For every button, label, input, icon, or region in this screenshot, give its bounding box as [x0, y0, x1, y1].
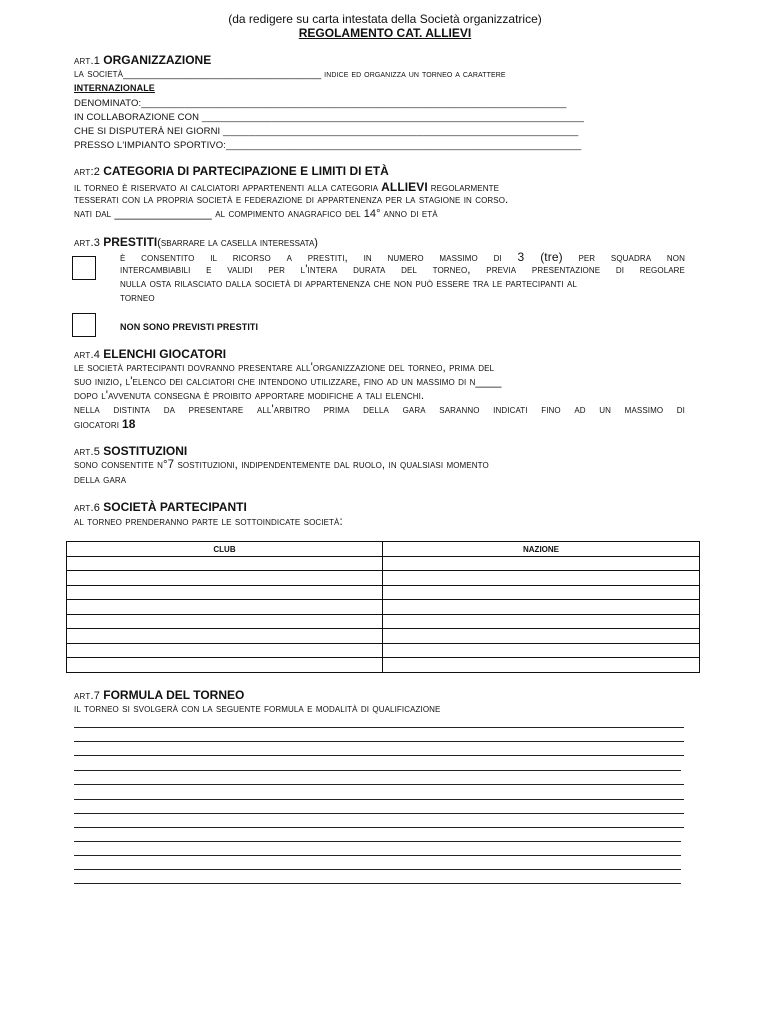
art6-heading [74, 500, 247, 514]
document-title: REGOLAMENTO CAT. ALLIEVI [298, 26, 472, 40]
art4-line2[interactable]: suo inizio, l'elenco dei calciatori che intendono utilizzare, fino ad un massimo di n____ [74, 376, 502, 388]
art3-option1-line2: intercambiabili e validi per l'intera durata del torneo, previa presentazione di regolare [120, 264, 685, 276]
art2-line3-end: anno di età [383, 208, 438, 220]
art3-title: PRESTITI [103, 235, 158, 249]
nazione-cell[interactable] [383, 571, 700, 586]
art2-line2: tesserati con la propria società e federazione di appartenenza per la stagione in corso. [74, 194, 509, 206]
nazione-cell[interactable] [383, 614, 700, 629]
art2-category: ALLIEVI [381, 180, 428, 194]
formula-line[interactable] [74, 770, 646, 771]
table-row [67, 614, 700, 629]
art5-heading [74, 444, 187, 458]
art4-line4: nella distinta da presentare all'arbitro prima della gara saranno indicati fino ad un massimo di [74, 404, 685, 416]
art1-society-blank[interactable]: ___________________________________ [123, 69, 322, 80]
art7-heading [74, 688, 244, 702]
societa-table [66, 541, 700, 673]
club-cell[interactable] [67, 629, 383, 644]
nazione-cell[interactable] [383, 643, 700, 658]
club-cell[interactable] [67, 600, 383, 615]
art3-option1-line1 [120, 250, 685, 264]
art4-title: ELENCHI GIOCATORI [103, 347, 227, 361]
art1-impianto-field[interactable]: PRESSO L'IMPIANTO SPORTIVO:__________________________________________________________________ [74, 140, 582, 151]
art2-heading [74, 164, 389, 178]
art2-prefix: art:2 [74, 166, 101, 178]
club-cell[interactable] [67, 585, 383, 600]
art3-heading [74, 235, 318, 249]
formula-line[interactable] [74, 869, 646, 870]
art4-line5 [74, 417, 136, 431]
art5-line2: della gara [74, 474, 127, 486]
formula-line-tail [645, 883, 681, 884]
art7-line1: il torneo si svolgerà con la seguente formula e modalità di qualificazione [74, 703, 441, 715]
nazione-cell[interactable] [383, 658, 700, 673]
art1-giorni-field[interactable]: CHE SI DISPUTERÀ NEI GIORNI __________________________________________________________________ [74, 126, 579, 137]
club-cell[interactable] [67, 556, 383, 571]
art1-line1-label: la società [74, 68, 124, 80]
formula-line[interactable] [74, 827, 684, 828]
art3-max-loans: 3 (tre) [517, 250, 563, 264]
art1-heading [74, 53, 211, 67]
table-row [67, 658, 700, 673]
formula-line[interactable] [74, 741, 684, 742]
formula-line[interactable] [74, 755, 684, 756]
art1-prefix: art.1 [74, 55, 101, 67]
header-note: (da redigere su carta intestata della Società organizzatrice) [228, 12, 542, 26]
formula-line-tail [645, 869, 681, 870]
art3-option1-line4: torneo [120, 292, 155, 304]
club-cell[interactable] [67, 571, 383, 586]
art4-max-players: 18 [121, 417, 136, 431]
formula-line[interactable] [74, 727, 684, 728]
club-cell[interactable] [67, 614, 383, 629]
art4-heading [74, 347, 226, 361]
nazione-cell[interactable] [383, 556, 700, 571]
art1-line1-text: indice ed organizza un torneo a carattere [324, 69, 506, 80]
art2-line1 [74, 180, 499, 194]
art4-prefix: art.4 [74, 349, 101, 361]
nazione-cell[interactable] [383, 600, 700, 615]
formula-line-tail [645, 855, 681, 856]
table-header-row [67, 542, 700, 557]
art6-prefix: art.6 [74, 502, 101, 514]
table-row [67, 600, 700, 615]
formula-line[interactable] [74, 813, 684, 814]
art1-denominato-field[interactable]: DENOMINATO:_______________________________________________________________________________ [74, 98, 567, 109]
art1-line1 [74, 68, 506, 80]
art4-line1: le società partecipanti dovranno presentare all'organizzazione del torneo, prima del [74, 362, 495, 374]
art6-line1: al torneo prenderanno parte le sottoindicate società: [74, 516, 343, 528]
formula-line[interactable] [74, 799, 684, 800]
table-row [67, 629, 700, 644]
art3-option2: NON SONO PREVISTI PRESTITI [120, 322, 259, 332]
art7-prefix: art.7 [74, 690, 101, 702]
formula-line[interactable] [74, 784, 684, 785]
art3-option1-text-end: per squadra non [578, 252, 685, 264]
art2-age: 14° [363, 208, 381, 220]
formula-line-tail [645, 770, 681, 771]
table-row [67, 643, 700, 658]
nazione-cell[interactable] [383, 629, 700, 644]
formula-line[interactable] [74, 883, 646, 884]
art2-birthdate-field[interactable]: nati dal _______________ al compimento anagrafico del [74, 208, 361, 220]
art5-prefix: art.5 [74, 446, 101, 458]
art1-title: ORGANIZZAZIONE [103, 53, 212, 67]
art3-option1-line3: nulla osta rilasciato dalla società di appartenenza che non può essere tra le partecipanti al [120, 278, 577, 290]
formula-line-tail [645, 841, 681, 842]
table-row [67, 585, 700, 600]
formula-line[interactable] [74, 841, 646, 842]
art3-title-note: (sbarrare la casella interessata) [157, 237, 318, 249]
art2-title: CATEGORIA DI PARTECIPAZIONE E LIMITI DI ETÀ [103, 164, 389, 178]
column-club: club [67, 542, 383, 557]
art6-title: SOCIETÀ PARTECIPANTI [103, 500, 247, 514]
art3-prefix: art.3 [74, 237, 101, 249]
prestiti-consentiti-checkbox[interactable] [72, 256, 96, 280]
art1-collaborazione-field[interactable]: IN COLLABORAZIONE CON _______________________________________________________________________ [74, 112, 585, 123]
table-row [67, 571, 700, 586]
art7-title: FORMULA DEL TORNEO [103, 688, 245, 702]
prestiti-non-previsti-checkbox[interactable] [72, 313, 96, 337]
table-row [67, 556, 700, 571]
art1-line2: INTERNAZIONALE [74, 83, 155, 93]
formula-line[interactable] [74, 855, 646, 856]
art5-title: SOSTITUZIONI [103, 444, 188, 458]
art2-line1-end: regolarmente [430, 182, 500, 194]
art4-line5-text: giocatori [74, 419, 120, 431]
column-nazione: nazione [383, 542, 700, 557]
art5-line1: sono consentite n°7 sostituzioni, indipendentemente dal ruolo, in qualsiasi momento [74, 459, 489, 471]
nazione-cell[interactable] [383, 585, 700, 600]
art4-line3: dopo l'avvenuta consegna è proibito apportare modifiche a tali elenchi. [74, 390, 425, 402]
club-cell[interactable] [67, 643, 383, 658]
art3-option1-text: è consentito il ricorso a prestiti, in numero massimo di [120, 252, 502, 264]
club-cell[interactable] [67, 658, 383, 673]
art2-line3 [74, 208, 438, 220]
art2-line1-text: il torneo è riservato ai calciatori appartenenti alla categoria [74, 182, 379, 194]
